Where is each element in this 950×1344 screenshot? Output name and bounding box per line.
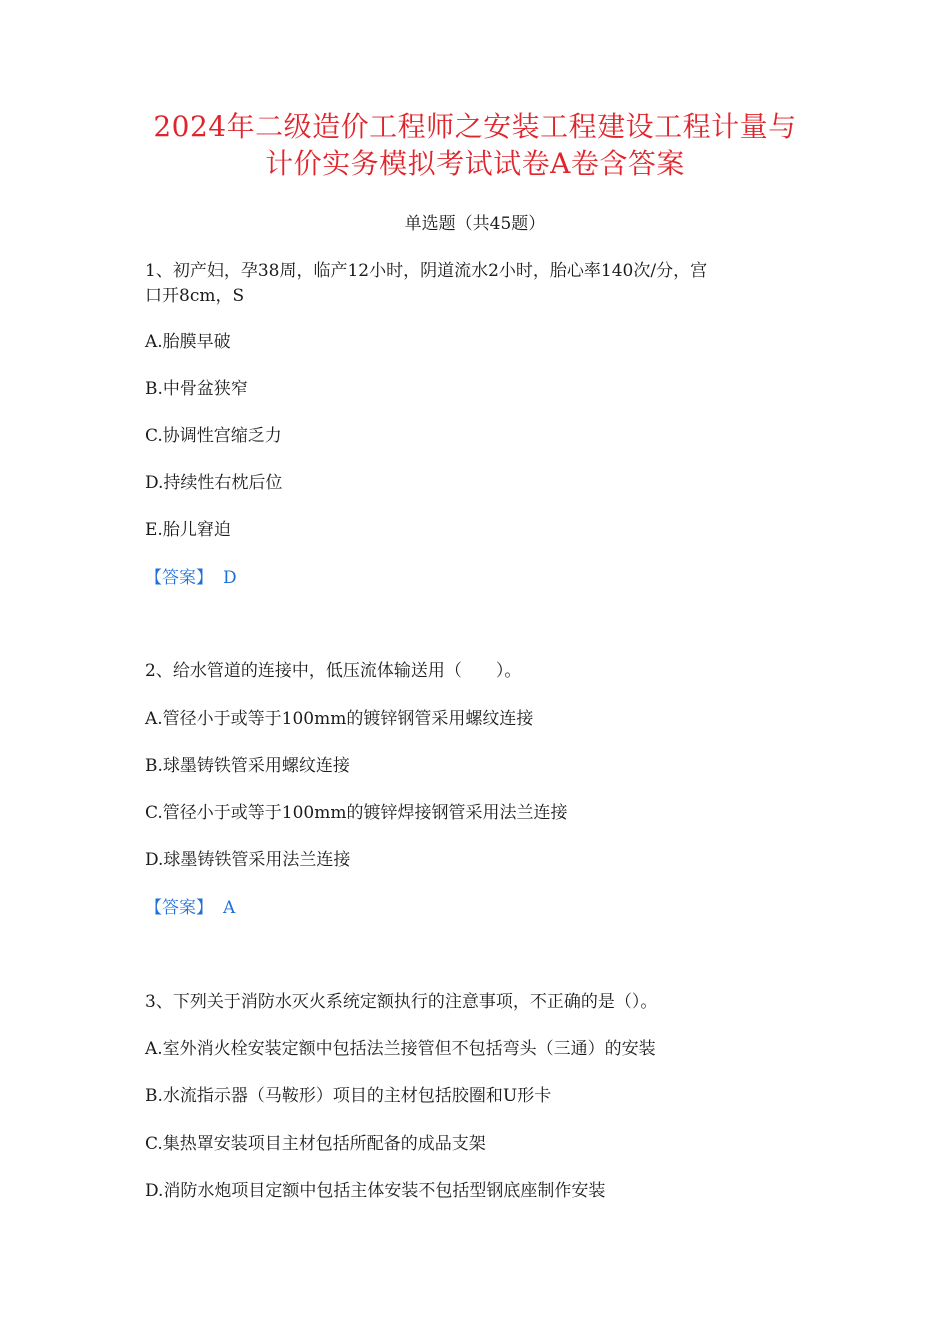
question-1-option-b: B.中骨盆狭窄 bbox=[145, 379, 248, 399]
question-3-option-d: D.消防水炮项目定额中包括主体安装不包括型钢底座制作安装 bbox=[145, 1181, 606, 1201]
document-title-line-2: 计价实务模拟考试试卷A卷含答案 bbox=[265, 147, 685, 180]
question-1-option-c: C.协调性宫缩乏力 bbox=[145, 426, 282, 446]
question-1-stem-line-2: 口开8cm，S bbox=[145, 286, 245, 306]
section-heading: 单选题（共45题） bbox=[404, 214, 546, 234]
question-3-option-a: A.室外消火栓安装定额中包括法兰接管但不包括弯头（三通）的安装 bbox=[145, 1039, 656, 1059]
answer-tag: 【答案】 bbox=[145, 568, 213, 588]
document-title-line-1: 2024年二级造价工程师之安装工程建设工程计量与 bbox=[153, 110, 797, 143]
question-2-option-d: D.球墨铸铁管采用法兰连接 bbox=[145, 850, 351, 870]
question-1-answer bbox=[145, 566, 237, 590]
question-3-option-b: B.水流指示器（马鞍形）项目的主材包括胶圈和U形卡 bbox=[145, 1086, 552, 1106]
question-1-option-a: A.胎膜早破 bbox=[145, 332, 231, 352]
question-1-stem-line-1: 1、初产妇，孕38周，临产12小时，阴道流水2小时，胎心率140次/分，宫 bbox=[145, 261, 708, 281]
question-2-option-b: B.球墨铸铁管采用螺纹连接 bbox=[145, 756, 350, 776]
answer-tag: 【答案】 bbox=[145, 898, 213, 918]
answer-value: A bbox=[223, 898, 236, 918]
question-3-stem: 3、下列关于消防水灭火系统定额执行的注意事项，不正确的是（）。 bbox=[145, 992, 658, 1012]
question-2-stem: 2、给水管道的连接中，低压流体输送用（ ）。 bbox=[145, 661, 522, 681]
question-2-option-a: A.管径小于或等于100mm的镀锌钢管采用螺纹连接 bbox=[145, 709, 534, 729]
question-2-answer bbox=[145, 896, 235, 920]
question-1-option-d: D.持续性右枕后位 bbox=[145, 473, 283, 493]
question-3-option-c: C.集热罩安装项目主材包括所配备的成品支架 bbox=[145, 1134, 486, 1154]
answer-value: D bbox=[223, 568, 237, 588]
question-2-option-c: C.管径小于或等于100mm的镀锌焊接钢管采用法兰连接 bbox=[145, 803, 568, 823]
question-1-option-e: E.胎儿窘迫 bbox=[145, 520, 231, 540]
